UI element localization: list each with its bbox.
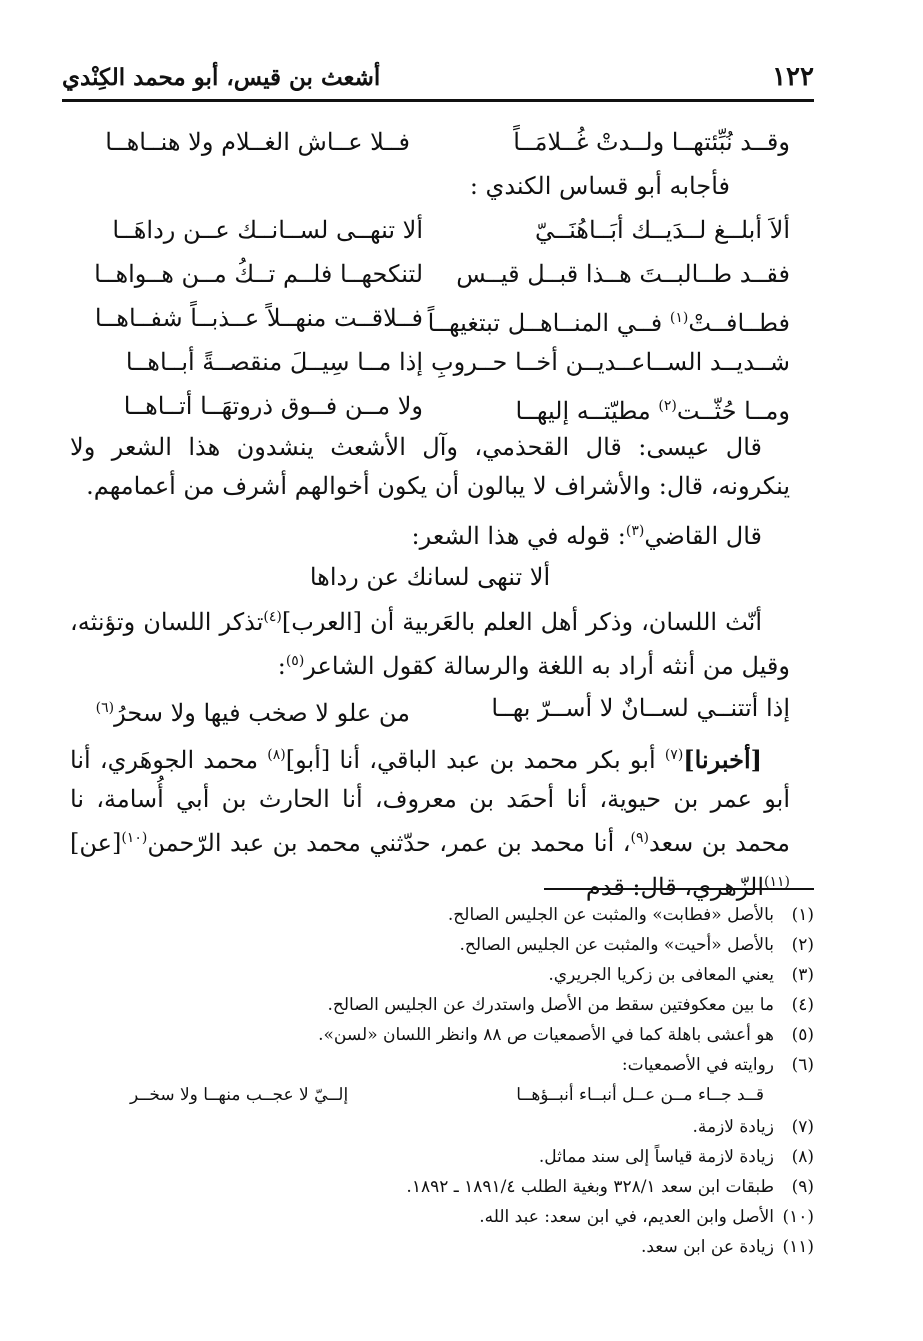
footnote-ref: (٥): [285, 653, 305, 669]
paragraph-text: أنّث اللسان، وذكر أهل العلم بالعَربية أن [العرب]: [281, 608, 762, 636]
verse-line: [70, 252, 790, 296]
verse-hemistich-first: إذا أتتنــي لســانٌ لا أســرّ بهــا: [491, 694, 790, 722]
paragraph-text: تذكر اللسان وتؤنثه، وقيل من أنثه أراد به اللغة والرسالة كقول الشاعر: [70, 608, 790, 680]
footnote-ref: (٩): [630, 830, 649, 846]
page-header: [62, 58, 814, 98]
verse-hemistich-first: فقــد طــالبــتَ هــذا قبــل قيــس: [456, 260, 790, 288]
footnote-number: (١): [791, 905, 814, 925]
verse-line: [70, 340, 790, 384]
verse-line: [70, 384, 790, 428]
footnote: [70, 1172, 814, 1202]
verse-hemistich-first: قــد جــاء مــن عــل أنبــاء أنبــؤهــا: [516, 1085, 764, 1105]
verse-hemistich-second: إلــيّ لا عجــب منهــا ولا سخــر: [130, 1085, 349, 1105]
footnote-number: (٧): [791, 1117, 814, 1137]
footnote-ref: (٧): [664, 747, 684, 763]
footnote-number: (١١): [782, 1237, 814, 1257]
verse-hemistich-second: إذا مــا سِيــلَ منقصــةً أبــاهــا: [125, 348, 423, 376]
paragraph-text: [عن]: [70, 829, 122, 857]
quoted-hemistich: ألا تنهى لسانك عن رداها: [309, 563, 551, 591]
verse-text: ومــا حُثّــت: [676, 397, 790, 425]
akhbarana-label: [أخبرنا]: [683, 745, 762, 774]
paragraph: [70, 736, 790, 907]
header-rule: [62, 99, 814, 102]
footnote-ref: (٦): [95, 700, 115, 716]
footnote-text: طبقات ابن سعد ٣٢٨/١ وبغية الطلب ١٨٩١/٤ ـ ١٨٩٢.: [406, 1177, 774, 1197]
verse-line: [70, 686, 790, 730]
paragraph-text: الزّهري، قال: قدم: [585, 873, 765, 901]
paragraph: [70, 598, 790, 686]
paragraph-text: أبو بكر محمد بن عبد الباقي، أنا [أبو]: [285, 746, 665, 774]
footnote: [70, 1232, 814, 1262]
footnote: [70, 1050, 814, 1080]
footnote-number: (٢): [791, 935, 814, 955]
verse-line: [70, 120, 790, 164]
verse-hemistich-first: [465, 384, 790, 433]
footnote: [70, 990, 814, 1020]
footnote-ref: (٤): [263, 609, 282, 625]
verse-hemistich-second: لتنكحهــا فلــم تــكُ مــن هــواهــا: [94, 260, 423, 288]
verse-text: من علو لا صخب فيها ولا سحرُ: [114, 699, 410, 727]
verse-hemistich-first: ألاَ أبلــغ لــدَيــك أبَــاهُنَــيّ: [535, 216, 790, 244]
footnote-text: بالأصل «أحيت» والمثبت عن الجليس الصالح.: [459, 935, 774, 955]
footnote: [70, 1112, 814, 1142]
footnote: [70, 1142, 814, 1172]
footnote-ref: (١٠): [121, 830, 148, 846]
footnote: [70, 960, 814, 990]
verse-hemistich-second: فــلا عــاش الغــلام ولا هنــاهــا: [105, 128, 410, 156]
footnote-text: ما بين معكوفتين سقط من الأصل واستدرك عن الجليس الصالح.: [327, 995, 774, 1015]
footnote: [70, 1020, 814, 1050]
verse-line: [70, 208, 790, 252]
footnote-text: زيادة لازمة.: [692, 1117, 774, 1137]
footnote-ref: (١١): [764, 874, 790, 890]
verse-hemistich-second: ألا تنهــى لســانــك عــن رداهَــا: [112, 216, 423, 244]
intro-line: فأجابه أبو قساس الكندي :: [469, 172, 730, 200]
footnote-number: (٥): [791, 1025, 814, 1045]
footnote-number: (٦): [791, 1055, 814, 1075]
footnote-number: (٣): [791, 965, 814, 985]
footnote-ref: (٨): [267, 747, 286, 763]
footnote: [70, 930, 814, 960]
footnote-ref: (١): [669, 310, 689, 326]
verse-line: [70, 296, 790, 340]
page-number: ١٢٢: [772, 62, 814, 92]
footnote-verse: [70, 1080, 814, 1112]
footnote-rule: [544, 888, 814, 890]
verse-text: فــي المنــاهــل تبتغيهــاً: [427, 309, 670, 337]
footnote-text: روايته في الأصمعيات:: [621, 1055, 774, 1075]
footnote-number: (١٠): [782, 1207, 814, 1227]
verse-text: مطيّتــه إليهــا: [515, 397, 659, 425]
footnote-number: (٩): [791, 1177, 814, 1197]
footnote-ref: (٢): [658, 398, 677, 414]
paragraph-text: :: [277, 652, 286, 680]
verse-hemistich-second: فــلاقــت منهــلاً عــذبــاً شفــاهــا: [94, 304, 423, 332]
paragraph-text: قال القاضي: [644, 522, 762, 550]
footnotes: [70, 900, 814, 1262]
footnote-ref: (٣): [625, 523, 645, 539]
verse-hemistich-second: ولا مــن فــوق ذروتهَــا أتــاهــا: [123, 392, 423, 420]
paragraph-text: محمد الجوهَري، أنا أبو عمر بن حيوية، أنا أحمَد بن معروف، أنا الحارث بن أبي أُسامة، نا محمد بن سعد: [70, 746, 791, 857]
footnote: [70, 900, 814, 930]
verse-hemistich-first: شــديــد الســاعــديــن أخــا حــروبِ: [431, 348, 790, 376]
verse-text: فطــافــتْ: [688, 309, 790, 337]
verse-hemistich-second: [70, 686, 410, 735]
footnote-text: يعني المعافى بن زكريا الجريري.: [548, 965, 774, 985]
footnote-text: بالأصل «فطابت» والمثبت عن الجليس الصالح.: [447, 905, 774, 925]
footnote: [70, 1202, 814, 1232]
footnote-number: (٨): [791, 1147, 814, 1167]
paragraph: [70, 512, 790, 556]
footnote-number: (٤): [791, 995, 814, 1015]
verse-hemistich-first: وقــد نُبِّئتهــا ولــدتْ غُــلامَــاً: [513, 128, 790, 156]
paragraph-text: : قوله في هذا الشعر:: [411, 522, 626, 550]
paragraph-text: ، أنا محمد بن عمر، حدّثني محمد بن عبد الرّحمن: [147, 829, 631, 857]
paragraph: قال عيسى: قال القحذمي، وآل الأشعث ينشدون هذا الشعر ولا ينكرونه، قال: والأشراف لا يبالون أن يكون أخوالهم أشرف من أعمامهم.: [70, 433, 790, 500]
footnote-text: زيادة عن ابن سعد.: [640, 1237, 774, 1257]
footnote-text: الأصل وابن العديم، في ابن سعد: عبد الله.: [479, 1207, 774, 1227]
footnote-text: هو أعشى باهلة كما في الأصمعيات ص ٨٨ وانظر اللسان «لسن».: [318, 1025, 774, 1045]
main-text: [70, 120, 790, 907]
running-title: أشعث بن قيس، أبو محمد الكِنْدي: [62, 64, 381, 91]
verse-hemistich-first: [427, 296, 790, 345]
footnote-text: زيادة لازمة قياساً إلى سند مماثل.: [538, 1147, 774, 1167]
